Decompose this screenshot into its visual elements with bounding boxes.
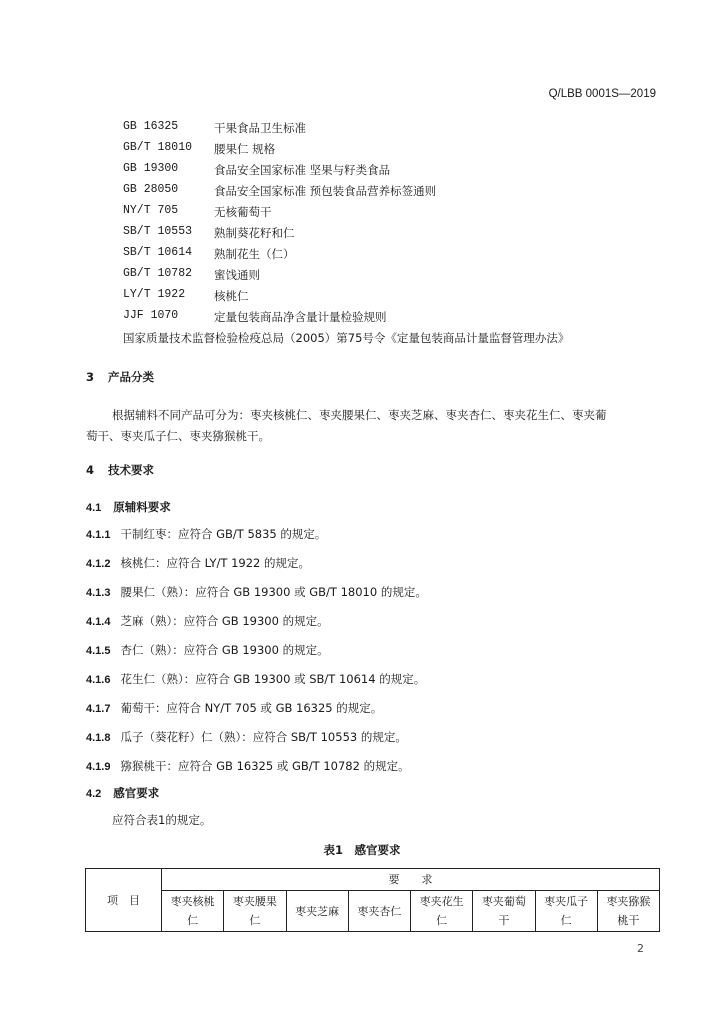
column-header-line: 枣夹瓜子 [544,895,589,908]
clause-number: 4.1.4 [86,616,111,628]
doc-id: Q/LBB 0001S—2019 [548,88,656,100]
clause-text: 核桃仁：应符合 LY/T 1922 的规定。 [120,556,311,570]
section-3-heading [86,369,154,385]
clause-number: 4.1.7 [86,703,111,715]
column-header-walnut [162,891,224,932]
section-4-2-paragraph: 应符合表1的规定。 [112,813,212,827]
item-header-cell: 项 目 [86,869,162,932]
ref-title: 食品安全国家标准 预包装食品营养标签通则 [214,184,437,198]
clause-4-1-6 [86,669,425,691]
clause-number: 4.1.2 [86,558,111,570]
column-header-line: 仁 [436,914,448,927]
column-header-line: 枣夹腰果 [232,895,277,908]
ref-title: 食品安全国家标准 坚果与籽类食品 [214,163,391,177]
clause-4-1-7 [86,698,382,720]
section-3-paragraph-line-2: 萄干、枣夹瓜子仁、枣夹猕猴桃干。 [86,429,270,443]
clause-text: 芝麻（熟）：应符合 GB 19300 的规定。 [120,614,329,628]
clause-4-1-9 [86,756,410,778]
column-header-line: 枣夹葡萄 [481,895,526,908]
ref-title: 无核葡萄干 [214,205,272,219]
clause-number: 4.1.9 [86,761,111,773]
section-number: 3 [86,370,95,384]
section-number: 4.1 [86,502,102,514]
table-subheader-row [86,891,660,932]
ref-title: 干果食品卫生标准 [214,121,306,135]
column-header-almond [348,891,410,932]
ref-code: LY/T 1922 [123,288,186,301]
section-4-1-heading [86,499,171,515]
clause-4-1-5 [86,640,329,662]
column-header-line: 枣夹杏仁 [357,904,402,918]
section-title: 技术要求 [108,463,155,477]
section-title: 感官要求 [113,786,160,800]
column-header-kiwi [597,891,659,932]
ref-title: 蜜饯通则 [214,268,260,282]
column-header-line: 仁 [249,914,261,927]
clause-text: 腰果仁（熟）：应符合 GB 19300 或 GB/T 18010 的规定。 [120,585,427,599]
column-header-line: 枣夹核桃 [170,895,215,908]
clause-4-1-4 [86,611,329,633]
clause-4-1-2 [86,553,310,575]
ref-code: GB 16325 [123,120,179,133]
ref-code: GB 19300 [123,162,179,175]
ref-code: GB/T 10782 [123,267,193,280]
column-header-peanut [411,891,473,932]
clause-text: 杏仁（熟）：应符合 GB 19300 的规定。 [120,643,329,657]
column-header-sesame [286,891,348,932]
column-header-line: 枣夹猕猴 [606,895,651,908]
table-header-row [86,869,660,891]
table-caption: 表1 感官要求 [323,843,401,857]
section-4-heading [86,462,154,478]
column-header-line: 桃干 [617,914,640,927]
ref-code: GB/T 18010 [123,141,193,154]
clause-text: 花生仁（熟）：应符合 GB 19300 或 SB/T 10614 的规定。 [120,672,426,686]
ref-code: SB/T 10614 [123,246,193,259]
section-title: 原辅料要求 [113,500,171,514]
decree-reference: 国家质量技术监督检验检疫总局（2005）第75号令《定量包装商品计量监督管理办法》 [123,331,570,345]
ref-title: 核桃仁 [214,289,249,303]
clause-number: 4.1.6 [86,674,111,686]
clause-text: 干制红枣：应符合 GB/T 5835 的规定。 [120,527,327,541]
ref-code: GB 28050 [123,183,179,196]
ref-title: 熟制葵花籽和仁 [214,226,295,240]
column-header-sunflower [535,891,597,932]
clause-number: 4.1.8 [86,732,111,744]
clause-text: 葡萄干：应符合 NY/T 705 或 GB 16325 的规定。 [120,701,383,715]
ref-title: 定量包装商品净含量计量检验规则 [214,310,387,324]
ref-title: 腰果仁 规格 [214,142,276,156]
clause-number: 4.1.3 [86,587,111,599]
clause-4-1-3 [86,582,427,604]
section-3-paragraph-line-1: 根据辅料不同产品可分为：枣夹核桃仁、枣夹腰果仁、枣夹芝麻、枣夹杏仁、枣夹花生仁、枣夹葡 [112,408,607,422]
sensory-requirements-table [85,868,660,932]
clause-4-1-1 [86,524,326,546]
page-number: 2 [637,942,644,955]
column-header-cashew [224,891,286,932]
ref-code: JJF 1070 [123,309,179,322]
clause-text: 猕猴桃干：应符合 GB 16325 或 GB/T 10782 的规定。 [120,759,410,773]
requirement-header-cell: 要 求 [162,869,660,891]
clause-number: 4.1.1 [86,529,111,541]
column-header-raisin [473,891,535,932]
section-title: 产品分类 [108,370,155,384]
column-header-line: 仁 [560,914,572,927]
column-header-line: 枣夹芝麻 [295,904,340,918]
section-4-2-heading [86,785,159,801]
section-number: 4 [86,463,95,477]
column-header-line: 仁 [187,914,199,927]
ref-code: SB/T 10553 [123,225,193,238]
section-number: 4.2 [86,788,102,800]
ref-title: 熟制花生（仁） [214,247,295,261]
clause-text: 瓜子（葵花籽）仁（熟）：应符合 SB/T 10553 的规定。 [120,730,407,744]
clause-4-1-8 [86,727,407,749]
clause-number: 4.1.5 [86,645,111,657]
column-header-line: 枣夹花生 [419,895,464,908]
column-header-line: 干 [498,914,510,927]
ref-code: NY/T 705 [123,204,179,217]
